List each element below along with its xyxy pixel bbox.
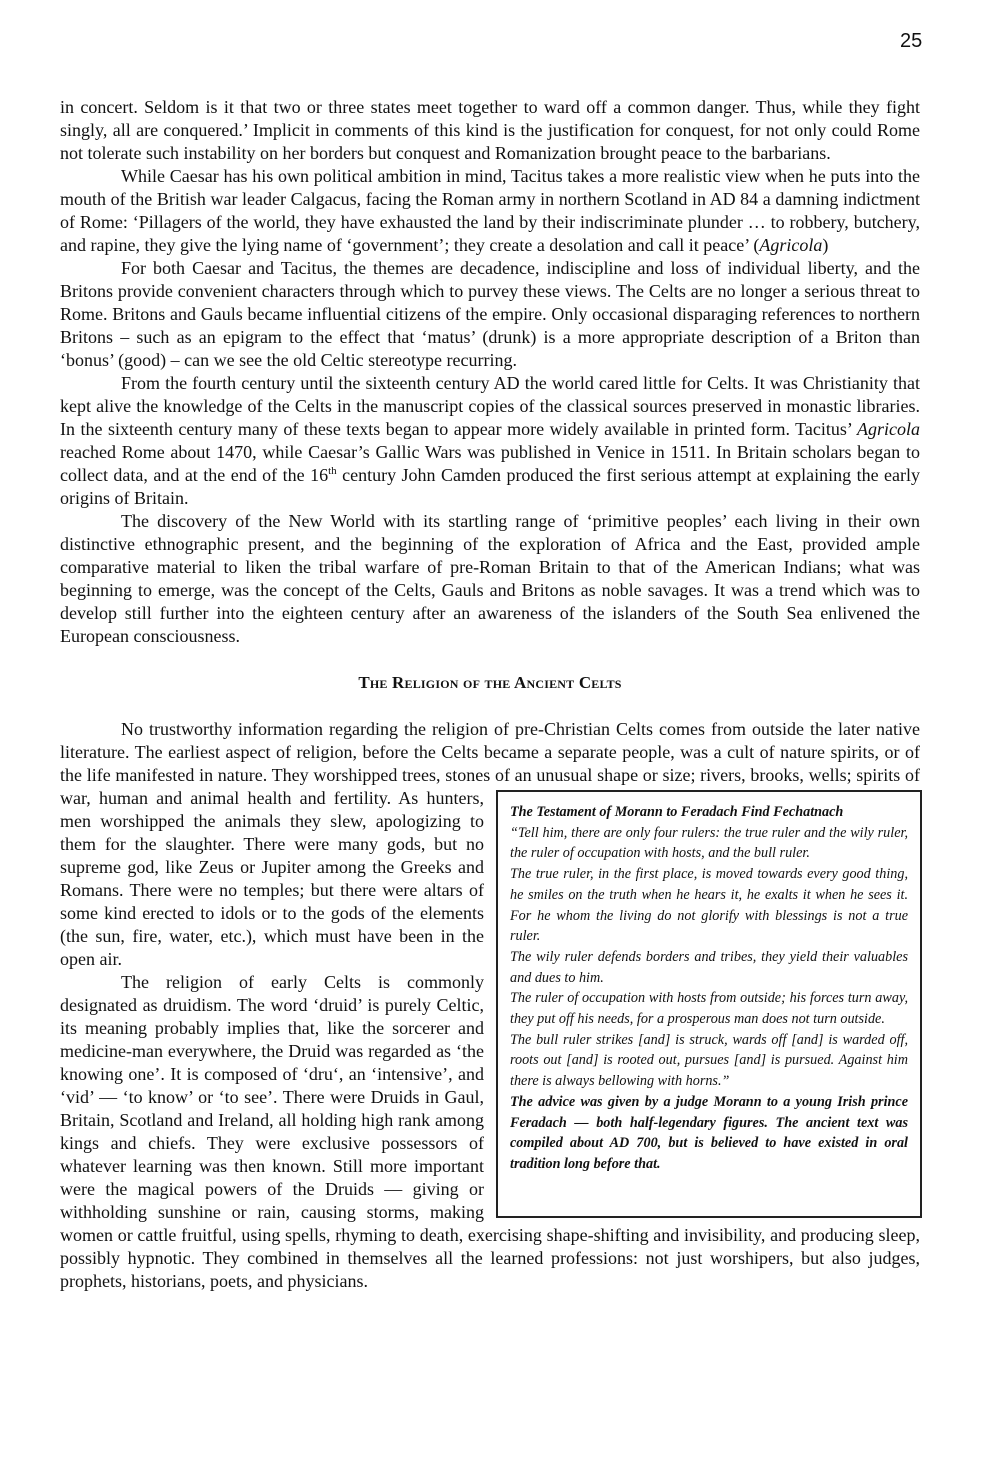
box-quote-line: “Tell him, there are only four rulers: the true ruler and the wily ruler, the ruler of occupation with hosts, and the bull ruler. (510, 824, 908, 862)
italic-title: Agricola (759, 235, 823, 255)
box-quote-line: The true ruler, in the first place, is moved towards every good thing, he smiles on the truth when he hears it, he exalts it when he sees it. For he whom the living do not glorify with blessings is not a true ruler. (510, 866, 908, 945)
paragraph: The religion of early Celts is commonly designated as druidism. The word ‘druid’ is purely Celtic, its meaning probably implies that, like the sorcerer and medicine-man everywhere, the Druid was regarded as ‘the knowing one’. It is composed of ‘dru‘, an ‘intensive’, and ‘vid’ — ‘to know’ or ‘to see’. There were Druids in Gaul, Britain, Scotland and Ireland, all holding high rank among kings and chiefs. They were exclusive possessors of whatever learning was then known. Still more important were the magical powers of the Druids — giving or withholding sunshine or rain, causing storms, making women or cattle fruitful, using spells, rhyming to death, exercising shape-shifting and invisibility, and producing sleep, possibly hypnotic. They combined in themselves all the learned professions: not just worshipers, but also judges, prophets, historians, poets, and physicians. (60, 972, 920, 1291)
paragraph (60, 257, 920, 372)
paragraph (60, 372, 920, 510)
paragraph (60, 510, 920, 648)
paragraph-text: reached Rome about 1470, while Caesar’s Gallic Wars was published in Venice in 1511. In Britain scholars began to collect data, and at the end of the 16 (60, 442, 920, 485)
paragraph-text: ) (822, 235, 829, 255)
box-quote-line: The wily ruler defends borders and tribes, they yield their valuables and dues to him. (510, 948, 908, 986)
paragraph-text: in concert. Seldom is it that two or three states meet together to ward off a common danger. Thus, while they fight singly, all are conquered.’ Implicit in comments of this kind is the justification for conquest, for not only could Rome not tolerate such instability on her borders but conquest and Romanization brought peace to the barbarians. (60, 97, 920, 163)
box-title: The Testament of Morann to Feradach Find Fechatnach (510, 804, 844, 820)
page-body (60, 96, 920, 1293)
paragraph-text: The discovery of the New World with its startling range of ‘primitive peoples’ each living in their own distinctive ethnographic present, and the beginning of the exploration of Africa and the East, provided ample comparative material to liken the tribal warfare of pre-Roman Britain to that of the American Indians; what was beginning to emerge, was the concept of the Celts, Gauls and Britons as noble savages. It was a trend which was to develop still further into the eighteen century after an awareness of the islanders of the South Sea enlivened the European consciousness. (60, 511, 920, 646)
box-quote-line: The ruler of occupation with hosts from outside; his forces turn away, they put off his needs, for a prosperous man does not turn outside. (510, 990, 908, 1028)
paragraph (60, 96, 920, 165)
paragraph-text: For both Caesar and Tacitus, the themes are decadence, indiscipline and loss of individual liberty, and the Britons provide convenient characters through which to purvey these views. The Celts are no longer a serious threat to Rome. Britons and Gauls became influential citizens of the empire. Only occasional disparaging references to northern Britons – such as an epigram to the effect that ‘matus’ (drunk) is a more appropriate description of a Briton than ‘bonus’ (good) – can we see the old Celtic stereotype recurring. (60, 258, 920, 370)
superscript: th (328, 465, 337, 477)
paragraph: No trustworthy information regarding the religion of pre-Christian Celts comes from outside the later native literature. The earliest aspect of religion, before the Celts became a separate people, was a cult of nature spirits, or of the life manifested in nature. They worshipped trees, stones of an unusual shape or size; rivers, brooks, wells; spirits of war, human and animal health and fertility. As hunters, men worshipped the animals they slew, apologizing to them for the slaughter. There were many gods, but no supreme god, like Zeus or Jupiter among the Greeks and Romans. There were no temples; but there were altars of some kind erected to idols or to the gods of the elements (the sun, fire, water, etc.), which must have been in the open air. (60, 719, 920, 969)
section-heading: The Religion of the Ancient Celts (358, 673, 622, 692)
italic-title: Agricola (857, 419, 920, 439)
page-number: 25 (900, 30, 923, 52)
paragraph-text: While Caesar has his own political ambition in mind, Tacitus takes a more realistic view when he puts into the mouth of the British war leader Calgacus, facing the Roman army in northern Scotland in AD 84 a damning indictment of Rome: ‘Pillagers of the world, they have exhausted the land by their indiscriminate plunder … to robbery, butchery, and rapine, they give the lying name of ‘government’; they create a desolation and call it peace’ ( (60, 166, 920, 255)
box-quote-line: The bull ruler strikes [and] is struck, wards off [and] is warded off, roots out [and] is rooted out, pursues [and] is pursued. Against him there is always bellowing with horns.” (510, 1031, 908, 1090)
sidebar-box (496, 790, 922, 1218)
paragraph (60, 165, 920, 257)
paragraph-text: From the fourth century until the sixteenth century AD the world cared little for Celts. It was Christianity that kept alive the knowledge of the Celts in the manuscript copies of the classical sources preserved in monastic libraries. In the sixteenth century many of these texts began to appear more widely available in printed form. Tacitus’ (60, 373, 920, 439)
box-note: The advice was given by a judge Morann to a young Irish prince Feradach — both half-legendary figures. The ancient text was compiled about AD 700, but is believed to have existed in oral tradition long before that. (510, 1093, 908, 1172)
paragraph-text: century John Camden produced the first serious attempt at explaining the early origins of Britain. (60, 465, 920, 508)
